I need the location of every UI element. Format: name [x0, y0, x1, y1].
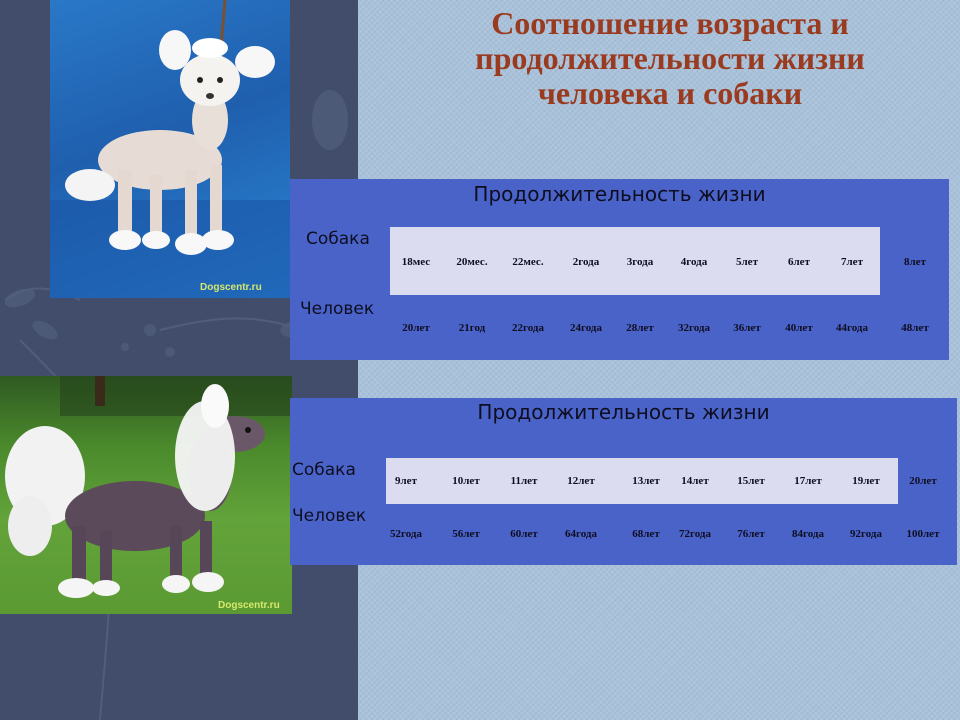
table2-heading: Продолжительность жизни [477, 400, 770, 424]
table1-human-cell: 40лет [785, 322, 813, 334]
table2-dog-cell: 15лет [737, 475, 765, 487]
slide-title [400, 6, 940, 111]
table2-dog-cell: 14лет [681, 475, 709, 487]
table1-human-cell: 32года [678, 322, 710, 334]
table1-dog-cell: 8лет [904, 256, 926, 268]
table1-human-cell: 44года [836, 322, 868, 334]
table2-human-cell: 52года [390, 528, 422, 540]
table2-human-cell: 60лет [510, 528, 538, 540]
dog-photo-bottom [0, 376, 292, 614]
table1-dog-cell: 4года [680, 256, 708, 268]
table2-human-cell: 56лет [452, 528, 480, 540]
table1-human-label: Человек [300, 299, 375, 319]
table2-human-cell: 76лет [737, 528, 765, 540]
table2-human-cell: 100лет [906, 528, 940, 540]
table2-human-cell: 68лет [632, 528, 660, 540]
title-line-1: Соотношение возраста и [491, 5, 849, 41]
table2-human-cell: 72года [679, 528, 711, 540]
white-crested-dog-illustration [50, 0, 290, 298]
table1-heading: Продолжительность жизни [473, 182, 766, 206]
table2-dog-label: Собака [292, 460, 356, 480]
photo-watermark-top: Dogscentr.ru [200, 282, 262, 293]
table2-human-cell: 92года [850, 528, 882, 540]
table2-dog-cell: 9лет [395, 475, 417, 487]
table1-dog-cell: 3года [626, 256, 654, 268]
table2-dog-cell: 13лет [632, 475, 660, 487]
lifespan-table-2 [290, 398, 957, 565]
table1-human-cell: 24года [570, 322, 602, 334]
table1-dog-cell: 2года [572, 256, 600, 268]
lifespan-table-1 [290, 179, 949, 360]
table2-dog-cell: 20лет [909, 475, 937, 487]
title-line-2: продолжительности жизни [475, 40, 865, 76]
table1-human-cell: 36лет [733, 322, 761, 334]
table1-human-cell: 28лет [626, 322, 654, 334]
table1-dog-cell: 22мес. [512, 256, 544, 268]
table1-dog-cell: 6лет [788, 256, 810, 268]
table2-human-cell: 84года [792, 528, 824, 540]
table2-human-cell: 64года [565, 528, 597, 540]
table2-dog-cell: 17лет [794, 475, 822, 487]
table1-human-cell: 22года [512, 322, 544, 334]
table1-human-cell: 21год [458, 322, 486, 334]
table1-dog-cell: 7лет [841, 256, 863, 268]
dark-crested-dog-illustration [0, 376, 292, 614]
photo-watermark-bottom: Dogscentr.ru [218, 600, 280, 611]
table2-dog-cell: 10лет [452, 475, 480, 487]
table1-dog-cell: 5лет [736, 256, 758, 268]
title-line-3: человека и собаки [537, 75, 803, 111]
table2-human-label: Человек [292, 506, 367, 526]
table1-human-cell: 20лет [402, 322, 430, 334]
table1-human-cell: 48лет [901, 322, 929, 334]
table2-dog-cell: 11лет [510, 475, 538, 487]
table1-dog-cell: 20мес. [456, 256, 488, 268]
table1-dog-label: Собака [306, 229, 370, 249]
table1-dog-cell: 18мес [401, 256, 431, 268]
dog-photo-top [50, 0, 290, 298]
table2-dog-cell: 12лет [567, 475, 595, 487]
table2-dog-cell: 19лет [852, 475, 880, 487]
